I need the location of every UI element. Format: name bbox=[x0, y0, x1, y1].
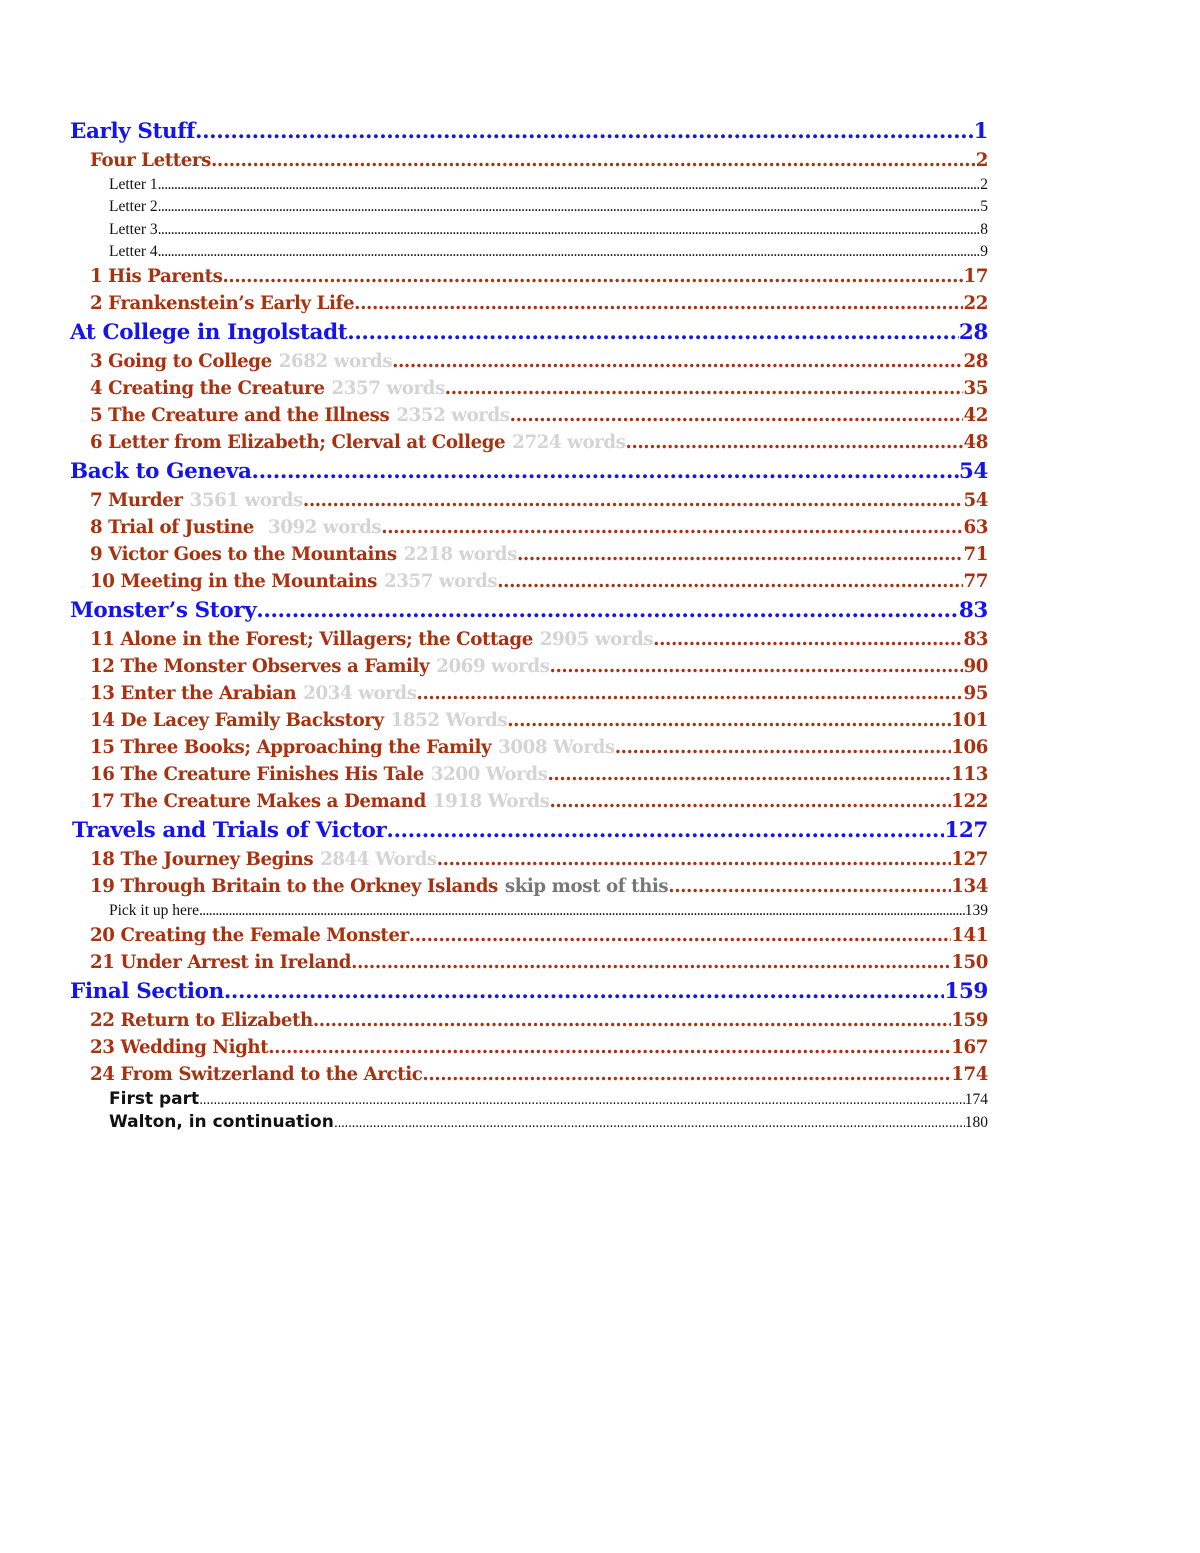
toc-sub-title: Letter 2 bbox=[109, 198, 158, 216]
word-count: 3200 Words bbox=[430, 764, 548, 786]
toc-chapter-entry[interactable] bbox=[70, 568, 988, 595]
toc-page-number: 83 bbox=[963, 629, 988, 651]
toc-page-number: 28 bbox=[958, 320, 988, 346]
toc-sub-entry[interactable] bbox=[70, 219, 988, 241]
toc-page-number: 134 bbox=[951, 876, 988, 898]
toc-section-title: Final Section bbox=[70, 979, 224, 1005]
dot-leader bbox=[507, 707, 951, 734]
toc-chapter-entry[interactable] bbox=[70, 514, 988, 541]
toc-chapter-title: 1 His Parents bbox=[90, 266, 223, 288]
toc-section-heading[interactable] bbox=[70, 595, 988, 626]
toc-section-heading[interactable] bbox=[70, 456, 988, 487]
word-count: 1852 Words bbox=[390, 710, 508, 732]
dot-leader bbox=[347, 317, 959, 348]
toc-chapter-title: 17 The Creature Makes a Demand bbox=[90, 791, 426, 813]
dot-leader bbox=[386, 815, 944, 846]
toc-sub-title: Letter 1 bbox=[109, 176, 158, 193]
dot-leader bbox=[211, 147, 976, 174]
toc-page-number: 2 bbox=[980, 176, 988, 193]
toc-sub-entry[interactable] bbox=[70, 196, 988, 218]
toc-sub-title: Letter 3 bbox=[109, 220, 158, 238]
toc-sub-entry[interactable] bbox=[70, 1088, 988, 1111]
toc-page-number: 174 bbox=[951, 1064, 988, 1086]
toc-page-number: 71 bbox=[963, 544, 988, 566]
word-count: 2682 words bbox=[278, 351, 393, 373]
dot-leader bbox=[409, 922, 951, 949]
toc-sub-title: Walton, in continuation bbox=[109, 1112, 334, 1133]
toc-page-number: 113 bbox=[951, 764, 988, 786]
toc-page-number: 54 bbox=[958, 459, 988, 485]
toc-chapter-entry[interactable] bbox=[70, 375, 988, 402]
toc-chapter-entry[interactable] bbox=[70, 949, 988, 976]
toc-page-number: 48 bbox=[963, 432, 988, 454]
toc-chapter-title: 2 Frankenstein’s Early Life bbox=[90, 293, 355, 315]
dot-leader bbox=[313, 1007, 951, 1034]
dot-leader bbox=[195, 116, 973, 147]
toc-sub-entry[interactable] bbox=[70, 900, 988, 922]
toc-chapter-entry[interactable] bbox=[70, 147, 988, 174]
dot-leader bbox=[351, 949, 951, 976]
dot-leader bbox=[547, 761, 951, 788]
word-count: 2357 words bbox=[331, 378, 445, 400]
toc-page-number: 90 bbox=[963, 656, 988, 678]
toc-sub-title: Pick it up here bbox=[109, 902, 199, 920]
dot-leader bbox=[158, 241, 981, 263]
word-count: 3561 words bbox=[189, 490, 303, 512]
toc-page-number: 174 bbox=[964, 1091, 988, 1109]
toc-chapter-entry[interactable] bbox=[70, 263, 988, 290]
toc-chapter-title: 11 Alone in the Forest; Villagers; the Cottage bbox=[90, 629, 533, 651]
dot-leader bbox=[437, 846, 952, 873]
toc-section-title: Early Stuff bbox=[70, 119, 195, 144]
toc-chapter-entry[interactable] bbox=[70, 1061, 988, 1088]
toc-chapter-entry[interactable] bbox=[70, 626, 988, 653]
toc-page-number: 106 bbox=[951, 737, 988, 759]
toc-chapter-title: 16 The Creature Finishes His Tale bbox=[90, 764, 424, 786]
dot-leader bbox=[158, 196, 981, 218]
toc-chapter-title: 24 From Switzerland to the Arctic bbox=[90, 1064, 423, 1086]
toc-chapter-title: 9 Victor Goes to the Mountains bbox=[90, 544, 397, 566]
toc-chapter-entry[interactable] bbox=[70, 734, 988, 761]
toc-chapter-entry[interactable] bbox=[70, 402, 988, 429]
toc-chapter-title: 21 Under Arrest in Ireland bbox=[90, 952, 352, 974]
word-count: 2218 words bbox=[403, 544, 517, 566]
word-count: 2352 words bbox=[396, 405, 510, 427]
toc-chapter-entry[interactable] bbox=[70, 1034, 988, 1061]
toc-chapter-entry[interactable] bbox=[70, 1007, 988, 1034]
toc-chapter-entry[interactable] bbox=[70, 429, 988, 456]
toc-page-number: 83 bbox=[958, 598, 988, 624]
toc-chapter-title: 23 Wedding Night bbox=[90, 1037, 269, 1059]
toc-page-number: 35 bbox=[963, 378, 988, 400]
word-count: 3008 Words bbox=[498, 737, 615, 759]
toc-page-number: 54 bbox=[963, 490, 988, 512]
toc-page-number: 17 bbox=[963, 266, 988, 288]
toc-chapter-title: 4 Creating the Creature bbox=[90, 378, 325, 400]
toc-page-number: 141 bbox=[951, 925, 988, 947]
word-count: 2844 Words bbox=[320, 849, 437, 871]
toc-page-number: 77 bbox=[963, 571, 988, 593]
toc-chapter-entry[interactable] bbox=[70, 788, 988, 815]
dot-leader bbox=[517, 541, 964, 568]
toc-section-title: Back to Geneva bbox=[70, 459, 252, 485]
toc-chapter-entry[interactable] bbox=[70, 922, 988, 949]
table-of-contents bbox=[70, 116, 988, 1134]
toc-chapter-title: 14 De Lacey Family Backstory bbox=[90, 710, 384, 732]
toc-page-number: 180 bbox=[964, 1114, 988, 1132]
chapter-note: skip most of this bbox=[504, 876, 669, 898]
toc-page-number: 122 bbox=[951, 791, 988, 813]
toc-chapter-title: Four Letters bbox=[90, 150, 211, 171]
word-count: 2069 words bbox=[436, 656, 550, 678]
toc-sub-entry[interactable] bbox=[70, 174, 988, 196]
toc-page-number: 9 bbox=[980, 242, 988, 260]
toc-chapter-title: 18 The Journey Begins bbox=[90, 849, 314, 871]
toc-chapter-title: 5 The Creature and the Illness bbox=[90, 405, 390, 427]
dot-leader bbox=[222, 263, 963, 290]
toc-page-number: 28 bbox=[963, 351, 988, 373]
toc-section-title: Monster’s Story bbox=[70, 598, 257, 624]
toc-chapter-title: 15 Three Books; Approaching the Family bbox=[90, 737, 492, 759]
toc-section-title: Travels and Trials of Victor bbox=[72, 818, 387, 844]
toc-page-number: 1 bbox=[973, 119, 988, 144]
toc-section-heading[interactable] bbox=[70, 815, 988, 846]
word-count: 3092 words bbox=[267, 517, 382, 539]
dot-leader bbox=[268, 1034, 951, 1061]
dot-leader bbox=[199, 900, 965, 922]
toc-page-number: 159 bbox=[944, 979, 988, 1005]
dot-leader bbox=[252, 456, 959, 487]
toc-sub-entry[interactable] bbox=[70, 241, 988, 263]
dot-leader bbox=[549, 788, 951, 815]
dot-leader bbox=[417, 680, 964, 707]
toc-chapter-entry[interactable] bbox=[70, 680, 988, 707]
dot-leader bbox=[303, 487, 964, 514]
word-count: 1918 Words bbox=[432, 791, 550, 813]
toc-page-number: 127 bbox=[944, 818, 988, 844]
toc-page-number: 127 bbox=[951, 849, 988, 871]
toc-page-number: 150 bbox=[951, 952, 988, 974]
word-count: 2034 words bbox=[303, 683, 417, 705]
toc-chapter-title: 13 Enter the Arabian bbox=[90, 683, 297, 705]
dot-leader bbox=[668, 873, 951, 900]
word-count: 2905 words bbox=[539, 629, 654, 651]
word-count: 2724 words bbox=[512, 432, 626, 454]
dot-leader bbox=[422, 1061, 951, 1088]
toc-sub-title: First part bbox=[109, 1089, 200, 1110]
toc-chapter-title: 12 The Monster Observes a Family bbox=[90, 656, 430, 678]
toc-chapter-entry[interactable] bbox=[70, 541, 988, 568]
toc-chapter-title: 10 Meeting in the Mountains bbox=[90, 571, 377, 593]
toc-chapter-entry[interactable] bbox=[70, 761, 988, 788]
dot-leader bbox=[256, 595, 959, 626]
toc-section-heading[interactable] bbox=[70, 317, 988, 348]
toc-chapter-entry[interactable] bbox=[70, 653, 988, 680]
dot-leader bbox=[550, 653, 964, 680]
dot-leader bbox=[392, 348, 963, 375]
toc-page-number: 2 bbox=[975, 150, 988, 171]
dot-leader bbox=[510, 402, 964, 429]
dot-leader bbox=[334, 1112, 965, 1135]
word-count: 2357 words bbox=[383, 571, 498, 593]
dot-leader bbox=[158, 174, 981, 196]
toc-chapter-entry[interactable] bbox=[70, 487, 988, 514]
dot-leader bbox=[158, 219, 981, 241]
toc-chapter-title: 22 Return to Elizabeth bbox=[90, 1010, 313, 1032]
toc-page-number: 63 bbox=[963, 517, 988, 539]
toc-chapter-title: 19 Through Britain to the Orkney Islands bbox=[90, 876, 498, 898]
toc-chapter-title: 20 Creating the Female Monster bbox=[90, 925, 409, 947]
dot-leader bbox=[615, 734, 952, 761]
toc-page-number: 5 bbox=[980, 198, 988, 216]
dot-leader bbox=[626, 429, 964, 456]
toc-chapter-title: 7 Murder bbox=[90, 490, 183, 512]
dot-leader bbox=[445, 375, 964, 402]
toc-section-heading[interactable] bbox=[70, 116, 988, 147]
toc-chapter-entry[interactable] bbox=[70, 348, 988, 375]
toc-chapter-title: 8 Trial of Justine bbox=[90, 517, 254, 539]
dot-leader bbox=[224, 976, 944, 1007]
toc-page-number: 159 bbox=[951, 1010, 988, 1032]
toc-chapter-entry[interactable] bbox=[70, 846, 988, 873]
toc-page-number: 139 bbox=[964, 902, 988, 920]
toc-section-heading[interactable] bbox=[70, 976, 988, 1007]
toc-chapter-title: 6 Letter from Elizabeth; Clerval at College bbox=[90, 432, 506, 454]
toc-chapter-entry[interactable] bbox=[70, 707, 988, 734]
dot-leader bbox=[199, 1089, 965, 1112]
toc-sub-entry[interactable] bbox=[70, 1111, 988, 1134]
toc-section-title: At College in Ingolstadt bbox=[70, 320, 348, 346]
toc-page-number: 101 bbox=[951, 710, 988, 732]
toc-chapter-title: 3 Going to College bbox=[90, 351, 272, 373]
toc-chapter-entry[interactable] bbox=[70, 290, 988, 317]
toc-page-number: 42 bbox=[963, 405, 988, 427]
toc-page-number: 95 bbox=[963, 683, 988, 705]
dot-leader bbox=[381, 514, 963, 541]
dot-leader bbox=[354, 290, 963, 317]
toc-page-number: 8 bbox=[980, 220, 988, 238]
dot-leader bbox=[497, 568, 963, 595]
toc-page-number: 22 bbox=[963, 293, 988, 315]
dot-leader bbox=[653, 626, 963, 653]
toc-sub-title: Letter 4 bbox=[109, 242, 158, 260]
toc-chapter-entry[interactable] bbox=[70, 873, 988, 900]
toc-page-number: 167 bbox=[951, 1037, 988, 1059]
